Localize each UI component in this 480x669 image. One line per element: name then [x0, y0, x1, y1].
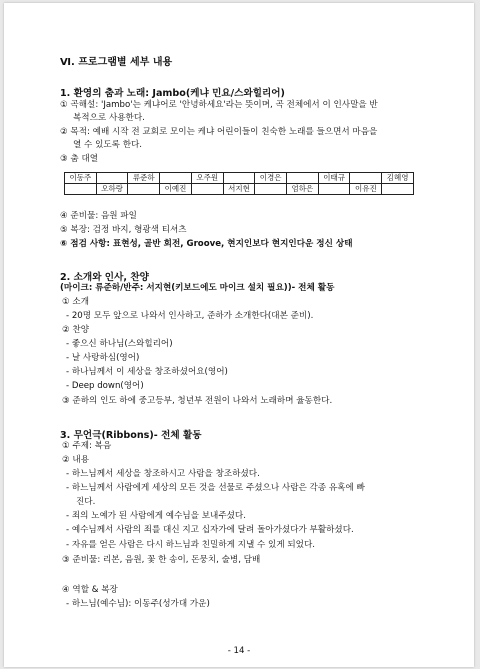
table-cell: 오주원 — [191, 173, 223, 184]
s3-item2-b-line1: - 하느님께서 사람에게 세상의 모든 것을 선물로 주셨으나 사람은 각종 유혹에 빠 — [66, 483, 365, 493]
s3-item4: ④ 역할 & 복장 — [62, 585, 118, 595]
s1-item3: ③ 춤 대열 — [60, 154, 99, 164]
s2-item1: ① 소개 — [62, 297, 90, 307]
s2-item2: ② 찬양 — [62, 325, 90, 335]
s3-item2-a: - 하느님께서 세상을 창조하시고 사람을 창조하셨다. — [66, 469, 260, 479]
s3-item2-b-line2: 진다. — [76, 497, 96, 507]
s3-item2-d: - 예수님께서 사람의 죄를 대신 지고 십자가에 달려 돌아가셨다가 부활하셨다. — [66, 525, 354, 535]
table-cell: 류준하 — [128, 173, 160, 184]
s2-item2-b: - 날 사랑하심(영어) — [66, 353, 140, 363]
s1-item4: ④ 준비물: 음원 파일 — [60, 211, 137, 221]
s1-item1-line2: 복적으로 사용한다. — [73, 113, 145, 123]
dance-formation-table — [64, 172, 414, 195]
table-cell: 이예진 — [160, 184, 192, 195]
s2-item2-a: - 좋으신 하나님(스와힐리어) — [66, 339, 173, 349]
table-row — [65, 173, 414, 184]
s2-subheading: (마이크: 류준하/반주: 서지현(키보드에도 마이크 설치 필요))- 전체 활동 — [60, 283, 335, 293]
s3-item3: ③ 준비물: 리본, 음원, 꽃 한 송이, 돈뭉치, 술병, 담배 — [62, 555, 261, 565]
s1-item2-line1: ② 목적: 예배 시작 전 교회로 모이는 케냐 어린이들이 친숙한 노래를 들으면서 마음을 — [60, 127, 378, 137]
section-title: Ⅵ. 프로그램별 세부 내용 — [60, 57, 173, 68]
table-cell — [318, 184, 350, 195]
table-cell — [96, 173, 128, 184]
table-row — [65, 184, 414, 195]
table-cell — [128, 184, 160, 195]
s1-item5: ⑤ 복장: 검정 바지, 형광색 티셔츠 — [60, 225, 187, 235]
s2-item2-c: - 하나님께서 이 세상을 창조하셨어요(영어) — [66, 367, 228, 377]
table-cell — [350, 173, 382, 184]
s2-item3: ③ 준하의 인도 하에 중고등부, 청년부 전원이 나와서 노래하며 율동한다. — [62, 396, 333, 406]
table-cell: 이태규 — [318, 173, 350, 184]
document-page — [4, 3, 474, 667]
table-cell: 이유진 — [350, 184, 382, 195]
page-number: - 14 - — [227, 646, 251, 656]
section-1-heading: 1. 환영의 춤과 노래: Jambo(케냐 민요/스와힐리어) — [60, 88, 285, 99]
s3-item2-e: - 자유를 얻은 사람은 다시 하느님과 친밀하게 지낼 수 있게 되었다. — [66, 540, 315, 550]
table-cell — [223, 173, 255, 184]
s2-item1-a: - 20명 모두 앞으로 나와서 인사하고, 준하가 소개한다(대본 준비). — [66, 311, 314, 321]
s1-item1-line1: ① 곡해설: 'Jambo'는 케냐어로 '안녕하세요'라는 뜻이며, 곡 전체에서 이 인사말을 반 — [60, 100, 378, 110]
s1-item2-line2: 열 수 있도록 한다. — [73, 140, 143, 150]
section-3-heading: 3. 무언극(Ribbons)- 전체 활동 — [60, 430, 202, 441]
table-cell: 김혜영 — [382, 173, 414, 184]
s3-item2: ② 내용 — [62, 455, 90, 465]
table-cell — [255, 184, 287, 195]
table-cell: 오하랑 — [96, 184, 128, 195]
table-cell — [382, 184, 414, 195]
s3-item1: ① 주제: 복음 — [62, 441, 112, 451]
table-cell — [287, 173, 319, 184]
section-2-heading: 2. 소개와 인사, 찬양 — [60, 272, 149, 283]
table-cell — [160, 173, 192, 184]
table-cell: 이경은 — [255, 173, 287, 184]
table-cell — [65, 184, 97, 195]
table-cell: 엄하은 — [287, 184, 319, 195]
s1-item6: ⑥ 점검 사항: 표현성, 골반 회전, Groove, 현지인보다 현지인다운 정신 상태 — [60, 239, 353, 249]
table-cell — [191, 184, 223, 195]
table-cell: 이동주 — [65, 173, 97, 184]
table-cell: 서지현 — [223, 184, 255, 195]
s3-item4-a: - 하느님(예수님): 이동주(성가대 가운) — [66, 599, 210, 609]
s3-item2-c: - 죄의 노예가 된 사람에게 예수님을 보내주셨다. — [66, 511, 246, 521]
s2-item2-d: - Deep down(영어) — [66, 381, 144, 391]
